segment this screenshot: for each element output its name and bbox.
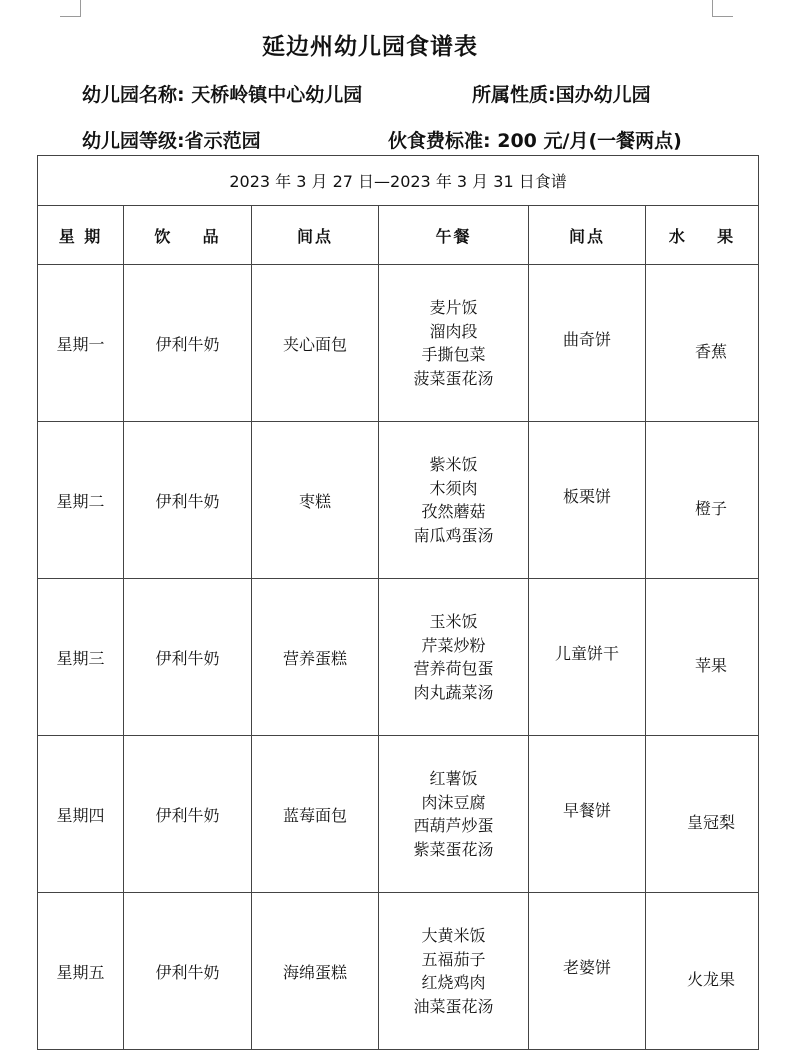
snack1-cell: 枣糕 <box>252 422 379 579</box>
day-cell: 星期五 <box>38 893 124 1050</box>
lunch-item: 芹菜炒粉 <box>421 635 486 655</box>
kindergarten-nature-label: 所属性质: <box>472 84 556 106</box>
table-row <box>38 736 759 893</box>
lunch-item: 溜肉段 <box>429 321 478 341</box>
fruit-cell: 苹果 <box>646 579 759 736</box>
meal-fee-label: 伙食费标准: <box>388 130 491 152</box>
fruit-cell: 皇冠梨 <box>646 736 759 893</box>
period-cell: 2023 年 3 月 27 日—2023 年 3 月 31 日食谱 <box>38 156 759 206</box>
drink-cell: 伊利牛奶 <box>124 736 252 893</box>
snack1-cell: 蓝莓面包 <box>252 736 379 893</box>
lunch-item: 大黄米饭 <box>421 926 486 945</box>
lunch-item: 木须肉 <box>429 478 478 498</box>
fruit-cell: 火龙果 <box>646 893 759 1050</box>
table-row <box>38 422 759 579</box>
snack2-cell: 老婆饼 <box>529 893 646 1050</box>
header-drink: 饮 品 <box>124 206 252 265</box>
table-row <box>38 265 759 422</box>
snack2-cell: 儿童饼干 <box>529 579 646 736</box>
day-cell: 星期一 <box>38 265 124 422</box>
fruit-cell: 香蕉 <box>646 265 759 422</box>
lunch-cell <box>379 736 529 893</box>
header-day: 星 期 <box>38 206 124 265</box>
kindergarten-nature-value: 国办幼儿园 <box>555 84 651 106</box>
header-snack-2: 间点 <box>529 206 646 265</box>
snack1-cell: 夹心面包 <box>252 265 379 422</box>
drink-cell: 伊利牛奶 <box>124 893 252 1050</box>
lunch-item: 紫菜蛋花汤 <box>413 839 494 859</box>
header-snack-1: 间点 <box>252 206 379 265</box>
snack2-cell: 板栗饼 <box>529 422 646 579</box>
snack2-cell: 早餐饼 <box>529 736 646 893</box>
lunch-item: 南瓜鸡蛋汤 <box>413 525 494 545</box>
page-title: 延边州幼儿园食谱表 <box>262 34 478 60</box>
period-row <box>38 156 759 206</box>
lunch-item: 玉米饭 <box>429 612 478 631</box>
table-row <box>38 893 759 1050</box>
kindergarten-level-label: 幼儿园等级: <box>82 130 185 152</box>
snack2-cell: 曲奇饼 <box>529 265 646 422</box>
lunch-item: 五福茄子 <box>421 949 486 969</box>
lunch-item: 西葫芦炒蛋 <box>413 816 494 835</box>
lunch-cell <box>379 265 529 422</box>
lunch-item: 肉沫豆腐 <box>421 792 486 812</box>
kindergarten-name <box>82 80 362 107</box>
lunch-item: 紫米饭 <box>429 455 478 474</box>
day-cell: 星期四 <box>38 736 124 893</box>
lunch-item: 红烧鸡肉 <box>421 973 486 992</box>
lunch-item: 营养荷包蛋 <box>413 659 494 678</box>
lunch-item: 孜然蘑菇 <box>421 502 486 521</box>
lunch-item: 肉丸蔬菜汤 <box>413 682 494 702</box>
drink-cell: 伊利牛奶 <box>124 422 252 579</box>
meal-fee-value: 200 元/月(一餐两点) <box>497 130 682 152</box>
drink-cell: 伊利牛奶 <box>124 579 252 736</box>
header-fruit: 水 果 <box>646 206 759 265</box>
menu-table <box>37 155 759 1050</box>
header-lunch: 午餐 <box>379 206 529 265</box>
crop-mark-right <box>712 0 733 17</box>
day-cell: 星期三 <box>38 579 124 736</box>
lunch-item: 手撕包菜 <box>421 345 486 364</box>
kindergarten-name-value: 天桥岭镇中心幼儿园 <box>191 84 363 106</box>
table-row <box>38 579 759 736</box>
lunch-item: 麦片饭 <box>429 298 478 317</box>
lunch-item: 红薯饭 <box>429 769 478 788</box>
lunch-item: 油菜蛋花汤 <box>413 996 494 1016</box>
lunch-cell <box>379 893 529 1050</box>
crop-mark-left <box>60 0 81 17</box>
snack1-cell: 海绵蛋糕 <box>252 893 379 1050</box>
kindergarten-level-value: 省示范园 <box>184 130 261 152</box>
lunch-item: 菠菜蛋花汤 <box>413 368 494 388</box>
kindergarten-nature <box>472 80 651 107</box>
header-row <box>38 206 759 265</box>
lunch-cell <box>379 579 529 736</box>
lunch-cell <box>379 422 529 579</box>
day-cell: 星期二 <box>38 422 124 579</box>
meal-fee <box>388 126 682 153</box>
snack1-cell: 营养蛋糕 <box>252 579 379 736</box>
fruit-cell: 橙子 <box>646 422 759 579</box>
kindergarten-name-label: 幼儿园名称: <box>82 84 185 106</box>
kindergarten-level <box>82 126 261 153</box>
drink-cell: 伊利牛奶 <box>124 265 252 422</box>
